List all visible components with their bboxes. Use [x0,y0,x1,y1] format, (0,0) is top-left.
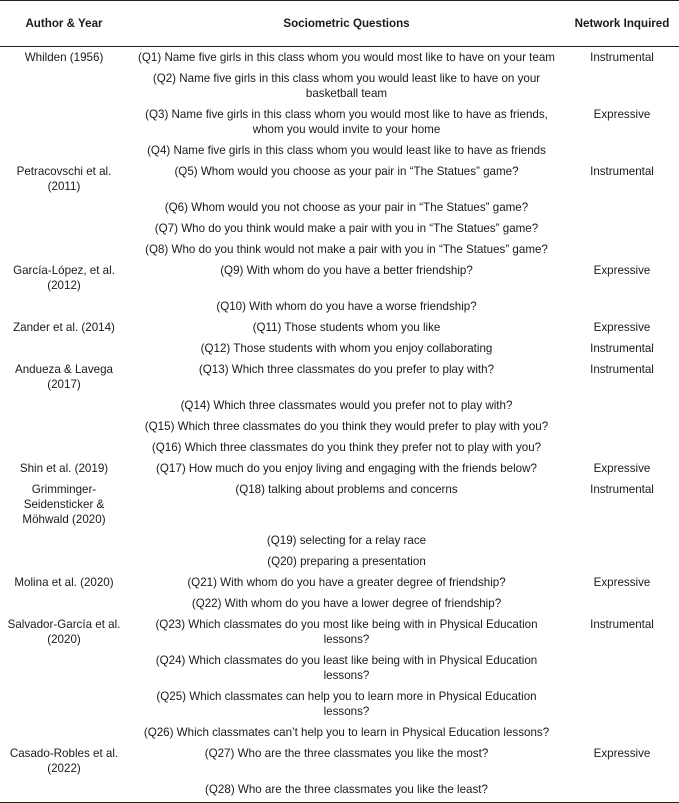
table-row [0,722,679,743]
table-row [0,551,679,572]
author-year-cell: Petracovschi et al. (2011) [16,165,112,193]
table-row [0,395,679,416]
author-year-cell [0,779,128,803]
table-row [0,317,679,338]
table-row [0,437,679,458]
table-row [0,296,679,317]
author-year-cell [0,593,128,614]
network-inquired-cell: Instrumental [590,342,654,355]
table-row [0,197,679,218]
sociometric-question-cell: (Q14) Which three classmates would you prefer not to play with? [180,399,513,412]
author-year-cell [0,722,128,743]
table-row [0,47,679,69]
author-year-cell [0,338,128,359]
table-header [0,1,679,47]
network-inquired-cell [565,218,679,239]
author-year-cell [0,437,128,458]
table-row [0,416,679,437]
author-year-cell [0,296,128,317]
table-row [0,218,679,239]
network-inquired-cell [565,197,679,218]
table-row [0,572,679,593]
author-year-cell [0,686,128,722]
network-inquired-cell [565,686,679,722]
sociometric-question-cell: (Q25) Which classmates can help you to learn more in Physical Education lessons? [156,690,537,718]
author-year-cell: Grimminger-Seidensticker & Möhwald (2020) [22,483,106,526]
table-row [0,650,679,686]
table-row [0,104,679,140]
sociometric-question-cell: (Q11) Those students whom you like [252,321,441,334]
sociometric-question-cell: (Q27) Who are the three classmates you like the most? [204,747,489,760]
network-inquired-cell: Instrumental [590,363,654,376]
table-row [0,359,679,395]
network-inquired-cell: Expressive [593,321,651,334]
sociometric-question-cell: (Q1) Name five girls in this class whom you would most like to have on your team [138,51,555,64]
author-year-cell: Molina et al. (2020) [14,576,114,589]
author-year-cell: Zander et al. (2014) [13,321,115,334]
sociometric-question-cell: (Q18) talking about problems and concerns [235,483,458,496]
table-row [0,338,679,359]
network-inquired-cell: Instrumental [590,618,654,631]
author-year-cell: Casado-Robles et al. (2022) [9,747,119,775]
sociometric-question-cell: (Q19) selecting for a relay race [266,534,427,547]
sociometric-question-cell: (Q4) Name five girls in this class whom you would least like to have as friends [147,144,546,157]
network-inquired-cell [565,530,679,551]
author-year-cell: Shin et al. (2019) [19,462,109,475]
sociometric-question-cell: (Q2) Name five girls in this class whom you would least like to have on your basketball team [152,72,541,100]
sociometric-question-cell: (Q17) How much do you enjoy living and engaging with the friends below? [156,462,537,475]
table-row [0,161,679,197]
table-row [0,779,679,803]
author-year-cell [0,218,128,239]
network-inquired-cell [565,239,679,260]
table-body [0,47,679,803]
network-inquired-cell: Instrumental [590,51,654,64]
sociometric-question-cell: (Q16) Which three classmates do you think they prefer not to play with you? [151,441,542,454]
author-year-cell: Whilden (1956) [24,51,104,64]
network-inquired-cell [565,68,679,104]
sociometric-question-cell: (Q12) Those students with whom you enjoy collaborating [200,342,493,355]
table-row [0,458,679,479]
author-year-cell [0,551,128,572]
author-year-cell [0,395,128,416]
header-sociometric-questions: Sociometric Questions [128,1,565,47]
sociometric-question-cell: (Q10) With whom do you have a worse friendship? [216,300,477,313]
header-author-year: Author & Year [0,1,128,47]
sociometric-question-cell: (Q5) Whom would you choose as your pair in “The Statues” game? [174,165,519,178]
network-inquired-cell: Expressive [593,462,651,475]
author-year-cell [0,650,128,686]
network-inquired-cell: Expressive [593,108,651,121]
sociometric-question-cell: (Q15) Which three classmates do you think they would prefer to play with you? [144,420,549,433]
network-inquired-cell [565,722,679,743]
network-inquired-cell [565,395,679,416]
network-inquired-cell: Expressive [593,747,651,760]
table-row [0,686,679,722]
sociometric-question-cell: (Q3) Name five girls in this class whom you would most like to have as friends, whom you would invite to your home [145,108,548,136]
author-year-cell [0,530,128,551]
author-year-cell: García-López, et al. (2012) [13,264,115,292]
table-row [0,239,679,260]
network-inquired-cell [565,140,679,161]
network-inquired-cell [565,650,679,686]
author-year-cell [0,239,128,260]
header-row [0,1,679,47]
table-row [0,260,679,296]
author-year-cell [0,416,128,437]
table-row [0,68,679,104]
sociometric-question-cell: (Q28) Who are the three classmates you like the least? [128,779,565,803]
sociometric-question-cell: (Q26) Which classmates can’t help you to learn in Physical Education lessons? [143,726,550,739]
author-year-cell [0,104,128,140]
network-inquired-cell: Expressive [593,576,651,589]
author-year-cell: Andueza & Lavega (2017) [15,363,113,391]
sociometric-question-cell: (Q21) With whom do you have a greater degree of friendship? [187,576,506,589]
table-row [0,743,679,779]
author-year-cell [0,140,128,161]
header-network-inquired: Network Inquired [565,1,679,47]
sociometric-question-cell: (Q24) Which classmates do you least like being with in Physical Education lessons? [155,654,538,682]
table-row [0,593,679,614]
sociometric-question-cell: (Q20) preparing a presentation [267,555,426,568]
network-inquired-cell [565,593,679,614]
sociometric-question-cell: (Q7) Who do you think would make a pair with you in “The Statues” game? [154,222,539,235]
table-row [0,614,679,650]
table-row [0,479,679,530]
network-inquired-cell [565,296,679,317]
network-inquired-cell [565,551,679,572]
sociometric-question-cell: (Q8) Who do you think would not make a pair with you in “The Statues” game? [145,243,548,256]
sociometric-question-cell: (Q6) Whom would you not choose as your pair in “The Statues” game? [164,201,529,214]
sociometric-question-cell: (Q22) With whom do you have a lower degree of friendship? [191,597,502,610]
sociometric-question-cell: (Q23) Which classmates do you most like being with in Physical Education lessons? [155,618,538,646]
table-row [0,530,679,551]
table-row [0,140,679,161]
network-inquired-cell: Expressive [593,264,651,277]
network-inquired-cell: Instrumental [590,165,654,178]
sociometric-question-cell: (Q9) With whom do you have a better friendship? [220,264,473,277]
network-inquired-cell [565,416,679,437]
author-year-cell [0,68,128,104]
sociometric-question-cell: (Q13) Which three classmates do you prefer to play with? [198,363,495,376]
author-year-cell: Salvador-García et al. (2020) [7,618,121,646]
author-year-cell [0,197,128,218]
network-inquired-cell: Instrumental [590,483,654,496]
network-inquired-cell [565,437,679,458]
network-inquired-cell [565,779,679,803]
